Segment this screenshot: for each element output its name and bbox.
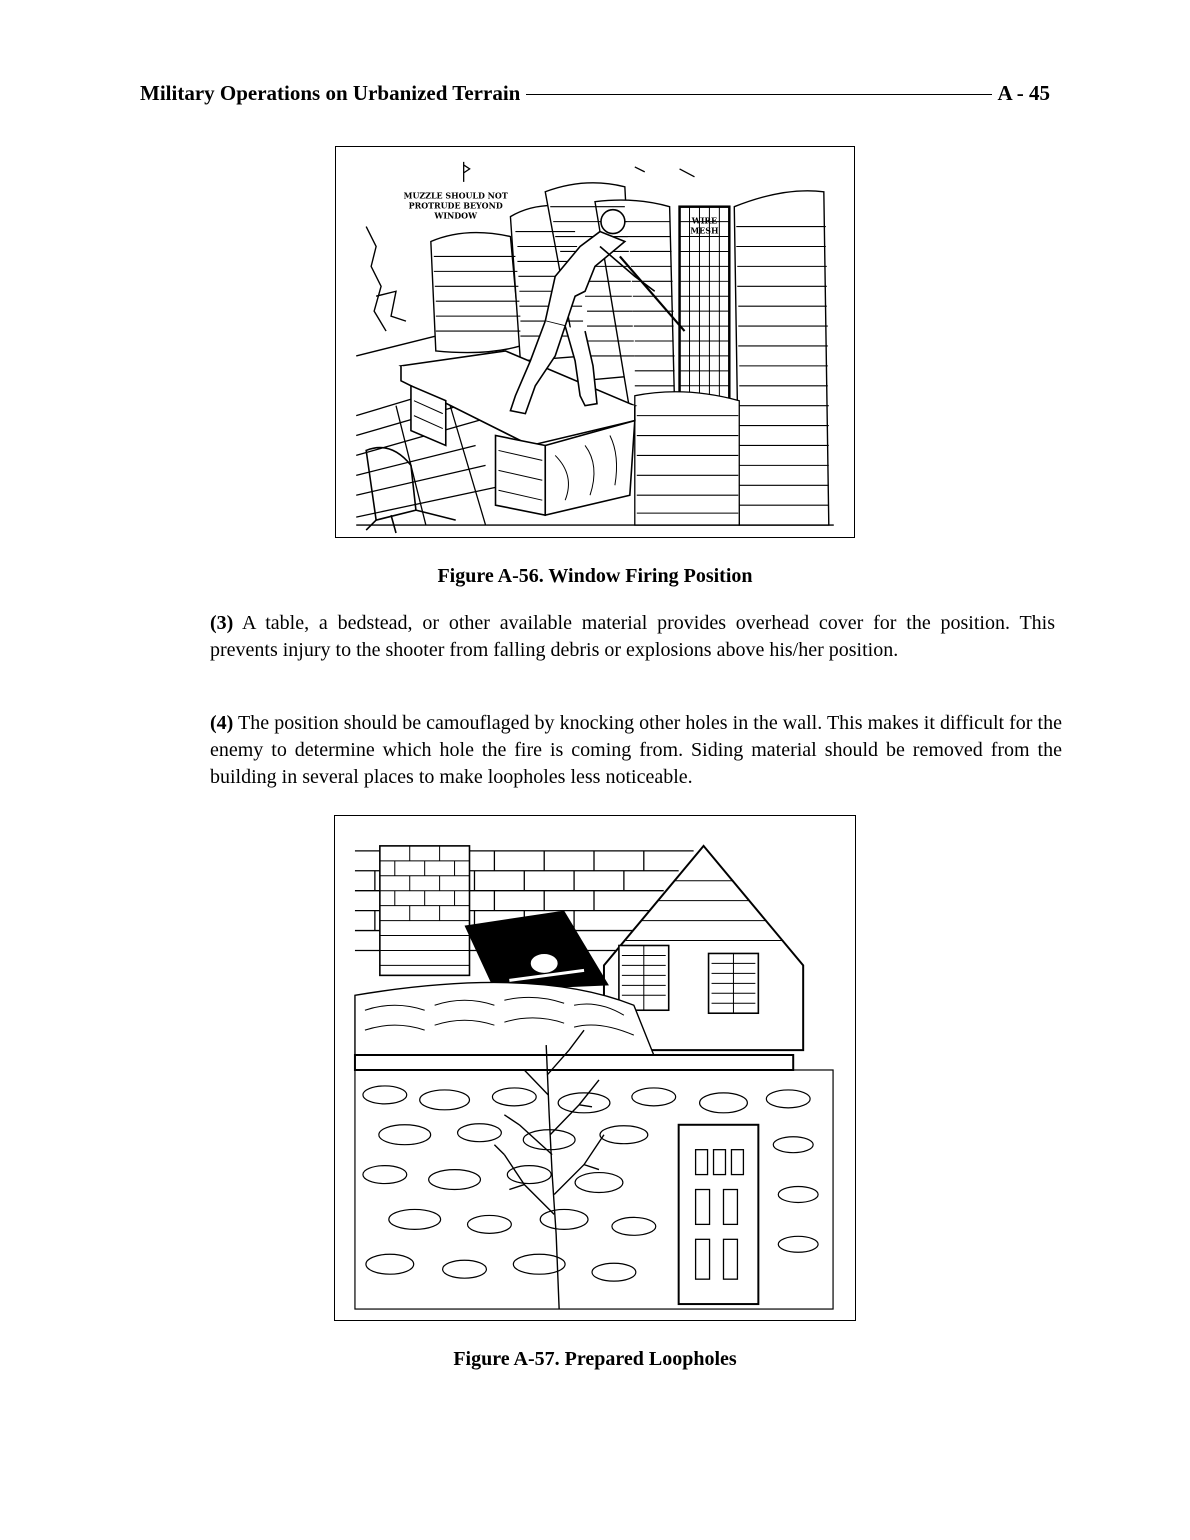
paragraph-4-text: The position should be camouflaged by knocking other holes in the wall. This makes it difficult for the enemy to determine which hole the fire is coming from. Siding material should be removed from the building in several places to make loopholes less noticeable. [210, 712, 1062, 788]
header-rule [526, 94, 991, 95]
sandbag-sill [635, 392, 739, 525]
eave [355, 1055, 793, 1070]
page-number: A - 45 [997, 80, 1050, 105]
wire-mesh [680, 207, 730, 406]
figure-caption-a57: Figure A-57. Prepared Loopholes [453, 1348, 737, 1370]
paragraph-3 [210, 610, 1055, 664]
loophole-opening [465, 911, 609, 991]
page-header [140, 78, 1050, 108]
loopholes-illustration [335, 816, 855, 1320]
label-muzzle-3: WINDOW [434, 211, 478, 221]
figure-caption-a56: Figure A-56. Window Firing Position [437, 565, 753, 587]
stone-wall [355, 1070, 833, 1309]
label-wire-2: MESH [690, 226, 719, 236]
sandbag-wall-right [734, 191, 829, 525]
label-muzzle-1: MUZZLE SHOULD NOT [403, 191, 508, 201]
paragraph-3-number: (3) [210, 612, 234, 634]
header-title: Military Operations on Urbanized Terrain [140, 80, 521, 105]
figure-window-firing-position [335, 146, 855, 538]
window-firing-illustration [336, 147, 854, 537]
paragraph-3-text: A table, a bedstead, or other available material provides overhead cover for the position. This prevents injury to the shooter from falling debris or explosions above his/her position. [210, 612, 1055, 661]
paragraph-4 [210, 710, 1062, 791]
label-wire-1: WIRE [691, 216, 718, 226]
marker-flag [464, 162, 695, 182]
paragraph-4-number: (4) [210, 712, 234, 734]
figure-prepared-loopholes [334, 815, 856, 1321]
label-muzzle-2: PROTRUDE BEYOND [408, 201, 503, 211]
front-door [679, 1125, 759, 1304]
